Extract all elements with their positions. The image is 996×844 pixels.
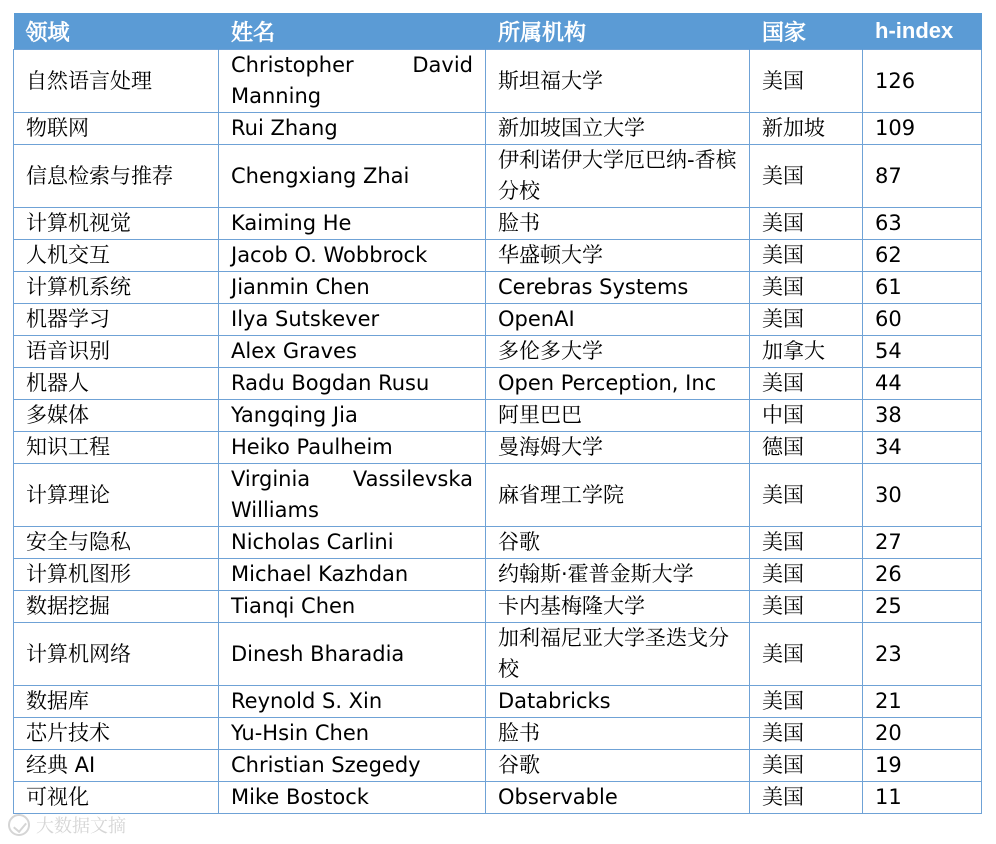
- institution-cell: 谷歌: [486, 527, 750, 559]
- header-field: 领域: [14, 13, 219, 50]
- country-cell: 美国: [750, 272, 863, 304]
- table-row: [14, 145, 982, 208]
- field-cell: 自然语言处理: [14, 50, 219, 113]
- field-cell: 数据库: [14, 686, 219, 718]
- h-index-cell: 34: [863, 432, 982, 464]
- name-cell: Alex Graves: [219, 336, 486, 368]
- name-cell: Ilya Sutskever: [219, 304, 486, 336]
- table-row: [14, 304, 982, 336]
- name-cell: Virginia Vassilevska Williams: [219, 464, 486, 527]
- name-cell: Chengxiang Zhai: [219, 145, 486, 208]
- h-index-cell: 11: [863, 782, 982, 814]
- field-cell: 计算机视觉: [14, 208, 219, 240]
- field-cell: 计算机网络: [14, 623, 219, 686]
- name-cell: Nicholas Carlini: [219, 527, 486, 559]
- h-index-cell: 54: [863, 336, 982, 368]
- table-row: [14, 208, 982, 240]
- table-row: [14, 591, 982, 623]
- country-cell: 美国: [750, 718, 863, 750]
- h-index-cell: 61: [863, 272, 982, 304]
- h-index-cell: 19: [863, 750, 982, 782]
- table-row: [14, 464, 982, 527]
- table-row: [14, 750, 982, 782]
- field-cell: 计算理论: [14, 464, 219, 527]
- h-index-cell: 109: [863, 113, 982, 145]
- table-row: [14, 527, 982, 559]
- institution-cell: 斯坦福大学: [486, 50, 750, 113]
- table-row: [14, 782, 982, 814]
- field-cell: 多媒体: [14, 400, 219, 432]
- name-cell: Jacob O. Wobbrock: [219, 240, 486, 272]
- name-cell: Dinesh Bharadia: [219, 623, 486, 686]
- field-cell: 芯片技术: [14, 718, 219, 750]
- field-cell: 计算机图形: [14, 559, 219, 591]
- field-cell: 经典 AI: [14, 750, 219, 782]
- name-cell: Radu Bogdan Rusu: [219, 368, 486, 400]
- field-cell: 人机交互: [14, 240, 219, 272]
- country-cell: 美国: [750, 368, 863, 400]
- field-cell: 计算机系统: [14, 272, 219, 304]
- field-cell: 机器人: [14, 368, 219, 400]
- country-cell: 中国: [750, 400, 863, 432]
- table-row: [14, 559, 982, 591]
- table-row: [14, 400, 982, 432]
- h-index-cell: 87: [863, 145, 982, 208]
- institution-cell: 约翰斯·霍普金斯大学: [486, 559, 750, 591]
- field-cell: 数据挖掘: [14, 591, 219, 623]
- country-cell: 美国: [750, 559, 863, 591]
- country-cell: 美国: [750, 623, 863, 686]
- institution-cell: 华盛顿大学: [486, 240, 750, 272]
- field-cell: 可视化: [14, 782, 219, 814]
- country-cell: 美国: [750, 750, 863, 782]
- table-row: [14, 718, 982, 750]
- institution-cell: 谷歌: [486, 750, 750, 782]
- name-cell: Rui Zhang: [219, 113, 486, 145]
- country-cell: 美国: [750, 591, 863, 623]
- institution-cell: 新加坡国立大学: [486, 113, 750, 145]
- name-cell: Michael Kazhdan: [219, 559, 486, 591]
- country-cell: 美国: [750, 50, 863, 113]
- name-cell: Jianmin Chen: [219, 272, 486, 304]
- name-cell: Reynold S. Xin: [219, 686, 486, 718]
- h-index-cell: 62: [863, 240, 982, 272]
- header-h-index: h-index: [863, 13, 982, 50]
- h-index-cell: 23: [863, 623, 982, 686]
- h-index-cell: 21: [863, 686, 982, 718]
- name-cell: Christian Szegedy: [219, 750, 486, 782]
- researchers-table: [13, 13, 982, 814]
- name-cell: Yangqing Jia: [219, 400, 486, 432]
- country-cell: 美国: [750, 240, 863, 272]
- header-institution: 所属机构: [486, 13, 750, 50]
- h-index-cell: 27: [863, 527, 982, 559]
- institution-cell: 脸书: [486, 718, 750, 750]
- watermark: [8, 811, 126, 839]
- institution-cell: 脸书: [486, 208, 750, 240]
- institution-cell: 卡内基梅隆大学: [486, 591, 750, 623]
- h-index-cell: 20: [863, 718, 982, 750]
- institution-cell: 加利福尼亚大学圣迭戈分校: [486, 623, 750, 686]
- country-cell: 美国: [750, 464, 863, 527]
- country-cell: 美国: [750, 145, 863, 208]
- check-circle-icon: [8, 814, 30, 836]
- field-cell: 知识工程: [14, 432, 219, 464]
- h-index-cell: 30: [863, 464, 982, 527]
- country-cell: 加拿大: [750, 336, 863, 368]
- institution-cell: Cerebras Systems: [486, 272, 750, 304]
- table-row: [14, 686, 982, 718]
- field-cell: 语音识别: [14, 336, 219, 368]
- name-cell: Tianqi Chen: [219, 591, 486, 623]
- h-index-cell: 38: [863, 400, 982, 432]
- name-cell: Mike Bostock: [219, 782, 486, 814]
- table-row: [14, 336, 982, 368]
- country-cell: 美国: [750, 304, 863, 336]
- country-cell: 德国: [750, 432, 863, 464]
- institution-cell: 曼海姆大学: [486, 432, 750, 464]
- country-cell: 美国: [750, 782, 863, 814]
- header-row: [14, 13, 982, 50]
- h-index-cell: 25: [863, 591, 982, 623]
- field-cell: 信息检索与推荐: [14, 145, 219, 208]
- name-cell: Christopher David Manning: [219, 50, 486, 113]
- institution-cell: Databricks: [486, 686, 750, 718]
- institution-cell: OpenAI: [486, 304, 750, 336]
- table-row: [14, 50, 982, 113]
- header-name: 姓名: [219, 13, 486, 50]
- institution-cell: Observable: [486, 782, 750, 814]
- header-country: 国家: [750, 13, 863, 50]
- table-row: [14, 432, 982, 464]
- institution-cell: 伊利诺伊大学厄巴纳-香槟分校: [486, 145, 750, 208]
- name-cell: Heiko Paulheim: [219, 432, 486, 464]
- h-index-cell: 63: [863, 208, 982, 240]
- field-cell: 机器学习: [14, 304, 219, 336]
- table-row: [14, 623, 982, 686]
- name-cell: Kaiming He: [219, 208, 486, 240]
- country-cell: 美国: [750, 208, 863, 240]
- watermark-text: 大数据文摘: [36, 816, 126, 837]
- field-cell: 安全与隐私: [14, 527, 219, 559]
- institution-cell: 阿里巴巴: [486, 400, 750, 432]
- country-cell: 美国: [750, 527, 863, 559]
- table-row: [14, 240, 982, 272]
- institution-cell: Open Perception, Inc: [486, 368, 750, 400]
- table-row: [14, 368, 982, 400]
- h-index-cell: 44: [863, 368, 982, 400]
- institution-cell: 多伦多大学: [486, 336, 750, 368]
- h-index-cell: 60: [863, 304, 982, 336]
- name-cell: Yu-Hsin Chen: [219, 718, 486, 750]
- table-row: [14, 113, 982, 145]
- h-index-cell: 26: [863, 559, 982, 591]
- institution-cell: 麻省理工学院: [486, 464, 750, 527]
- field-cell: 物联网: [14, 113, 219, 145]
- table-row: [14, 272, 982, 304]
- h-index-cell: 126: [863, 50, 982, 113]
- country-cell: 新加坡: [750, 113, 863, 145]
- country-cell: 美国: [750, 686, 863, 718]
